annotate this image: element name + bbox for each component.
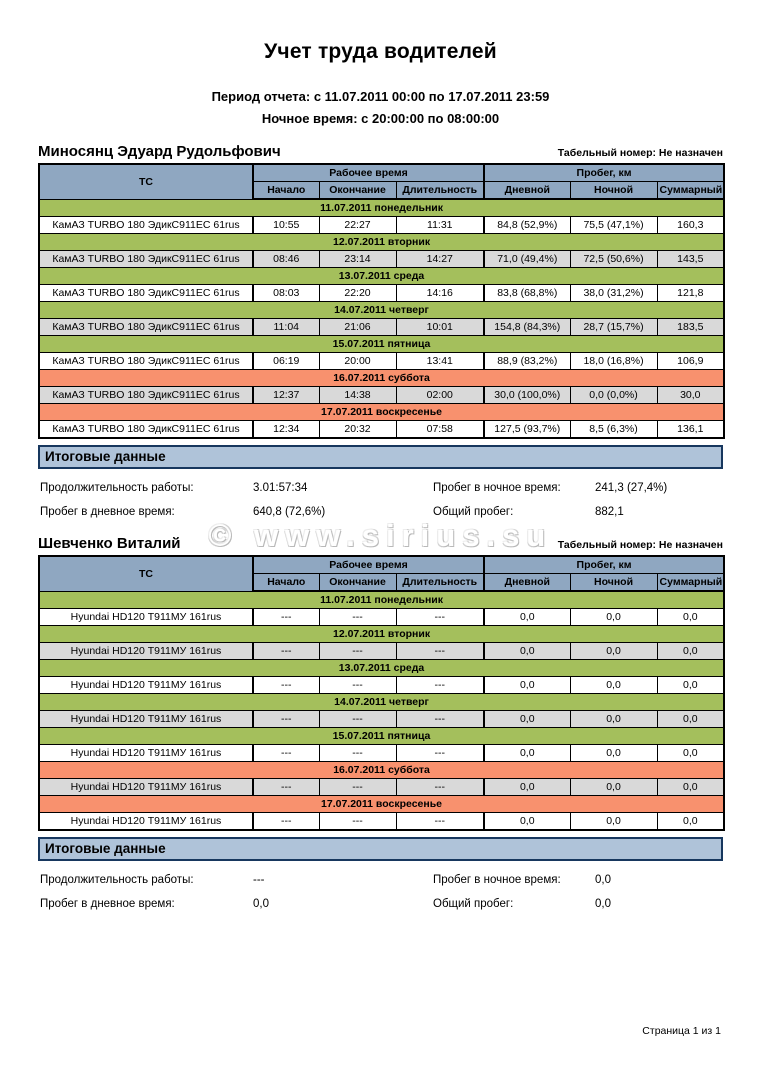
night-mileage-cell: 0,0 [570, 643, 657, 660]
day-mileage-cell: 0,0 [484, 643, 570, 660]
work-start-cell: 10:55 [253, 217, 319, 234]
work-start-cell: --- [253, 711, 319, 728]
work-start-cell: --- [253, 677, 319, 694]
day-date: 15.07.2011 пятница [39, 728, 724, 745]
summary-grid [40, 874, 723, 910]
total-mileage-cell: 0,0 [657, 711, 724, 728]
night-mileage-cell: 0,0 [570, 745, 657, 762]
work-start-cell: 12:34 [253, 421, 319, 439]
work-duration-cell: 10:01 [396, 319, 484, 336]
summary-label-day-mileage: Пробег в дневное время: [40, 898, 175, 910]
col-header-night-mileage: Ночной [570, 574, 657, 592]
day-mileage-cell: 83,8 (68,8%) [484, 285, 570, 302]
driver-section [38, 143, 723, 518]
day-date: 16.07.2011 суббота [39, 370, 724, 387]
col-header-day-mileage: Дневной [484, 574, 570, 592]
night-mileage-cell: 0,0 [570, 813, 657, 831]
work-start-cell: --- [253, 745, 319, 762]
work-end-cell: --- [319, 711, 396, 728]
day-mileage-cell: 84,8 (52,9%) [484, 217, 570, 234]
report-title: Учет труда водителей [264, 40, 497, 63]
days-body [39, 591, 724, 830]
day-date: 16.07.2011 суббота [39, 762, 724, 779]
vehicle-name: Hyundai HD120 Т911МУ 161rus [39, 779, 253, 796]
total-mileage-cell: 0,0 [657, 745, 724, 762]
total-mileage-cell: 121,8 [657, 285, 724, 302]
col-group-work-time: Рабочее время [253, 164, 484, 182]
day-header-row [39, 234, 724, 251]
work-end-cell: --- [319, 745, 396, 762]
work-start-cell: 12:37 [253, 387, 319, 404]
summary-label-total-mileage: Общий пробег: [433, 898, 514, 910]
day-header-row [39, 370, 724, 387]
vehicle-data-row [39, 677, 724, 694]
total-mileage-cell: 143,5 [657, 251, 724, 268]
table-group-header-row [39, 556, 724, 574]
vehicle-data-row [39, 643, 724, 660]
work-duration-cell: 07:58 [396, 421, 484, 439]
work-start-cell: 06:19 [253, 353, 319, 370]
day-mileage-cell: 0,0 [484, 711, 570, 728]
vehicle-data-row [39, 779, 724, 796]
work-start-cell: --- [253, 779, 319, 796]
vehicle-data-row [39, 421, 724, 439]
night-mileage-cell: 75,5 (47,1%) [570, 217, 657, 234]
work-end-cell: 20:32 [319, 421, 396, 439]
work-start-cell: --- [253, 643, 319, 660]
night-mileage-cell: 0,0 (0,0%) [570, 387, 657, 404]
work-duration-cell: --- [396, 677, 484, 694]
driver-report-table [38, 555, 725, 831]
col-group-mileage: Пробег, км [484, 164, 724, 182]
vehicle-data-row [39, 745, 724, 762]
vehicle-data-row [39, 251, 724, 268]
work-start-cell: 08:46 [253, 251, 319, 268]
personnel-number: Табельный номер: Не назначен [557, 539, 723, 551]
day-header-row [39, 302, 724, 319]
day-header-row [39, 694, 724, 711]
driver-report-table [38, 163, 725, 439]
night-mileage-cell: 38,0 (31,2%) [570, 285, 657, 302]
days-body [39, 199, 724, 438]
day-date: 15.07.2011 пятница [39, 336, 724, 353]
total-mileage-cell: 0,0 [657, 677, 724, 694]
vehicle-name: Hyundai HD120 Т911МУ 161rus [39, 609, 253, 626]
driver-name: Миносянц Эдуард Рудольфович [38, 143, 281, 160]
vehicle-name: КамАЗ TURBO 180 ЭдикС911ЕС 61rus [39, 251, 253, 268]
col-header-end: Окончание [319, 574, 396, 592]
total-mileage-cell: 160,3 [657, 217, 724, 234]
day-mileage-cell: 0,0 [484, 779, 570, 796]
col-header-vehicle: ТС [39, 164, 253, 199]
day-date: 13.07.2011 среда [39, 268, 724, 285]
total-mileage-cell: 0,0 [657, 643, 724, 660]
work-duration-cell: 11:31 [396, 217, 484, 234]
night-mileage-cell: 0,0 [570, 609, 657, 626]
day-date: 14.07.2011 четверг [39, 694, 724, 711]
summary-value-work-duration: 3.01:57:34 [253, 482, 308, 494]
total-mileage-cell: 136,1 [657, 421, 724, 439]
work-start-cell: 11:04 [253, 319, 319, 336]
work-end-cell: --- [319, 643, 396, 660]
vehicle-name: Hyundai HD120 Т911МУ 161rus [39, 711, 253, 728]
day-header-row [39, 199, 724, 217]
total-mileage-cell: 0,0 [657, 813, 724, 831]
summary-label-night-mileage: Пробег в ночное время: [433, 874, 561, 886]
work-duration-cell: --- [396, 609, 484, 626]
vehicle-data-row [39, 609, 724, 626]
vehicle-data-row [39, 217, 724, 234]
day-mileage-cell: 88,9 (83,2%) [484, 353, 570, 370]
day-header-row [39, 728, 724, 745]
work-duration-cell: 14:27 [396, 251, 484, 268]
night-mileage-cell: 28,7 (15,7%) [570, 319, 657, 336]
day-date: 12.07.2011 вторник [39, 234, 724, 251]
vehicle-name: КамАЗ TURBO 180 ЭдикС911ЕС 61rus [39, 421, 253, 439]
work-duration-cell: --- [396, 745, 484, 762]
driver-name: Шевченко Виталий [38, 535, 181, 552]
col-group-work-time: Рабочее время [253, 556, 484, 574]
work-end-cell: 20:00 [319, 353, 396, 370]
night-mileage-cell: 8,5 (6,3%) [570, 421, 657, 439]
night-mileage-cell: 18,0 (16,8%) [570, 353, 657, 370]
summary-label-work-duration: Продолжительность работы: [40, 874, 194, 886]
night-mileage-cell: 72,5 (50,6%) [570, 251, 657, 268]
summary-value-day-mileage: 640,8 (72,6%) [253, 506, 326, 518]
vehicle-name: КамАЗ TURBO 180 ЭдикС911ЕС 61rus [39, 387, 253, 404]
vehicle-name: КамАЗ TURBO 180 ЭдикС911ЕС 61rus [39, 353, 253, 370]
work-end-cell: 21:06 [319, 319, 396, 336]
summary-label-total-mileage: Общий пробег: [433, 506, 514, 518]
day-date: 12.07.2011 вторник [39, 626, 724, 643]
col-header-start: Начало [253, 574, 319, 592]
summary-value-work-duration: --- [253, 874, 265, 886]
vehicle-name: Hyundai HD120 Т911МУ 161rus [39, 643, 253, 660]
work-duration-cell: --- [396, 643, 484, 660]
day-header-row [39, 591, 724, 609]
summary-value-total-mileage: 882,1 [595, 506, 624, 518]
report-period: Период отчета: с 11.07.2011 00:00 по 17.07.2011 23:59 [211, 89, 550, 104]
vehicle-data-row [39, 319, 724, 336]
work-end-cell: --- [319, 779, 396, 796]
summary-label-day-mileage: Пробег в дневное время: [40, 506, 175, 518]
summary-value-night-mileage: 0,0 [595, 874, 611, 886]
work-start-cell: --- [253, 609, 319, 626]
day-header-row [39, 336, 724, 353]
summary-section-title: Итоговые данные [38, 445, 723, 469]
day-header-row [39, 762, 724, 779]
day-mileage-cell: 0,0 [484, 745, 570, 762]
day-header-row [39, 660, 724, 677]
vehicle-name: КамАЗ TURBO 180 ЭдикС911ЕС 61rus [39, 285, 253, 302]
col-header-total-mileage: Суммарный [657, 182, 724, 200]
work-duration-cell: 02:00 [396, 387, 484, 404]
col-header-end: Окончание [319, 182, 396, 200]
work-duration-cell: --- [396, 711, 484, 728]
watermark: © www.sirius.su [208, 518, 553, 553]
night-mileage-cell: 0,0 [570, 779, 657, 796]
vehicle-name: Hyundai HD120 Т911МУ 161rus [39, 677, 253, 694]
col-header-duration: Длительность [396, 574, 484, 592]
summary-grid [40, 482, 723, 518]
day-mileage-cell: 0,0 [484, 677, 570, 694]
total-mileage-cell: 0,0 [657, 609, 724, 626]
day-date: 17.07.2011 воскресенье [39, 796, 724, 813]
col-header-vehicle: ТС [39, 556, 253, 591]
day-date: 14.07.2011 четверг [39, 302, 724, 319]
work-duration-cell: --- [396, 813, 484, 831]
summary-value-total-mileage: 0,0 [595, 898, 611, 910]
col-header-day-mileage: Дневной [484, 182, 570, 200]
work-start-cell: 08:03 [253, 285, 319, 302]
vehicle-name: КамАЗ TURBO 180 ЭдикС911ЕС 61rus [39, 217, 253, 234]
day-header-row [39, 796, 724, 813]
total-mileage-cell: 106,9 [657, 353, 724, 370]
work-end-cell: 22:20 [319, 285, 396, 302]
day-date: 11.07.2011 понедельник [39, 199, 724, 217]
day-header-row [39, 268, 724, 285]
vehicle-data-row [39, 353, 724, 370]
day-header-row [39, 404, 724, 421]
day-date: 13.07.2011 среда [39, 660, 724, 677]
summary-label-night-mileage: Пробег в ночное время: [433, 482, 561, 494]
personnel-number: Табельный номер: Не назначен [557, 147, 723, 159]
col-header-total-mileage: Суммарный [657, 574, 724, 592]
col-header-duration: Длительность [396, 182, 484, 200]
table-group-header-row [39, 164, 724, 182]
day-date: 17.07.2011 воскресенье [39, 404, 724, 421]
total-mileage-cell: 30,0 [657, 387, 724, 404]
vehicle-data-row [39, 285, 724, 302]
work-duration-cell: 14:16 [396, 285, 484, 302]
work-end-cell: --- [319, 677, 396, 694]
drivers-host [38, 143, 723, 910]
driver-header [38, 535, 723, 552]
day-mileage-cell: 0,0 [484, 609, 570, 626]
vehicle-data-row [39, 387, 724, 404]
total-mileage-cell: 183,5 [657, 319, 724, 336]
day-mileage-cell: 154,8 (84,3%) [484, 319, 570, 336]
summary-section-title: Итоговые данные [38, 837, 723, 861]
summary-value-day-mileage: 0,0 [253, 898, 269, 910]
col-header-start: Начало [253, 182, 319, 200]
night-mileage-cell: 0,0 [570, 677, 657, 694]
work-duration-cell: --- [396, 779, 484, 796]
summary-value-night-mileage: 241,3 (27,4%) [595, 482, 668, 494]
day-header-row [39, 626, 724, 643]
work-end-cell: 14:38 [319, 387, 396, 404]
night-mileage-cell: 0,0 [570, 711, 657, 728]
day-mileage-cell: 127,5 (93,7%) [484, 421, 570, 439]
vehicle-data-row [39, 711, 724, 728]
vehicle-name: Hyundai HD120 Т911МУ 161rus [39, 813, 253, 831]
day-mileage-cell: 30,0 (100,0%) [484, 387, 570, 404]
day-date: 11.07.2011 понедельник [39, 591, 724, 609]
work-end-cell: 23:14 [319, 251, 396, 268]
total-mileage-cell: 0,0 [657, 779, 724, 796]
work-start-cell: --- [253, 813, 319, 831]
vehicle-data-row [39, 813, 724, 831]
col-header-night-mileage: Ночной [570, 182, 657, 200]
day-mileage-cell: 71,0 (49,4%) [484, 251, 570, 268]
page-number: Страница 1 из 1 [642, 1025, 721, 1037]
vehicle-name: КамАЗ TURBO 180 ЭдикС911ЕС 61rus [39, 319, 253, 336]
driver-section [38, 535, 723, 910]
work-duration-cell: 13:41 [396, 353, 484, 370]
driver-header [38, 143, 723, 160]
night-time-range: Ночное время: с 20:00:00 по 08:00:00 [261, 111, 500, 126]
day-mileage-cell: 0,0 [484, 813, 570, 831]
work-end-cell: --- [319, 609, 396, 626]
vehicle-name: Hyundai HD120 Т911МУ 161rus [39, 745, 253, 762]
work-end-cell: 22:27 [319, 217, 396, 234]
summary-label-work-duration: Продолжительность работы: [40, 482, 194, 494]
col-group-mileage: Пробег, км [484, 556, 724, 574]
work-end-cell: --- [319, 813, 396, 831]
